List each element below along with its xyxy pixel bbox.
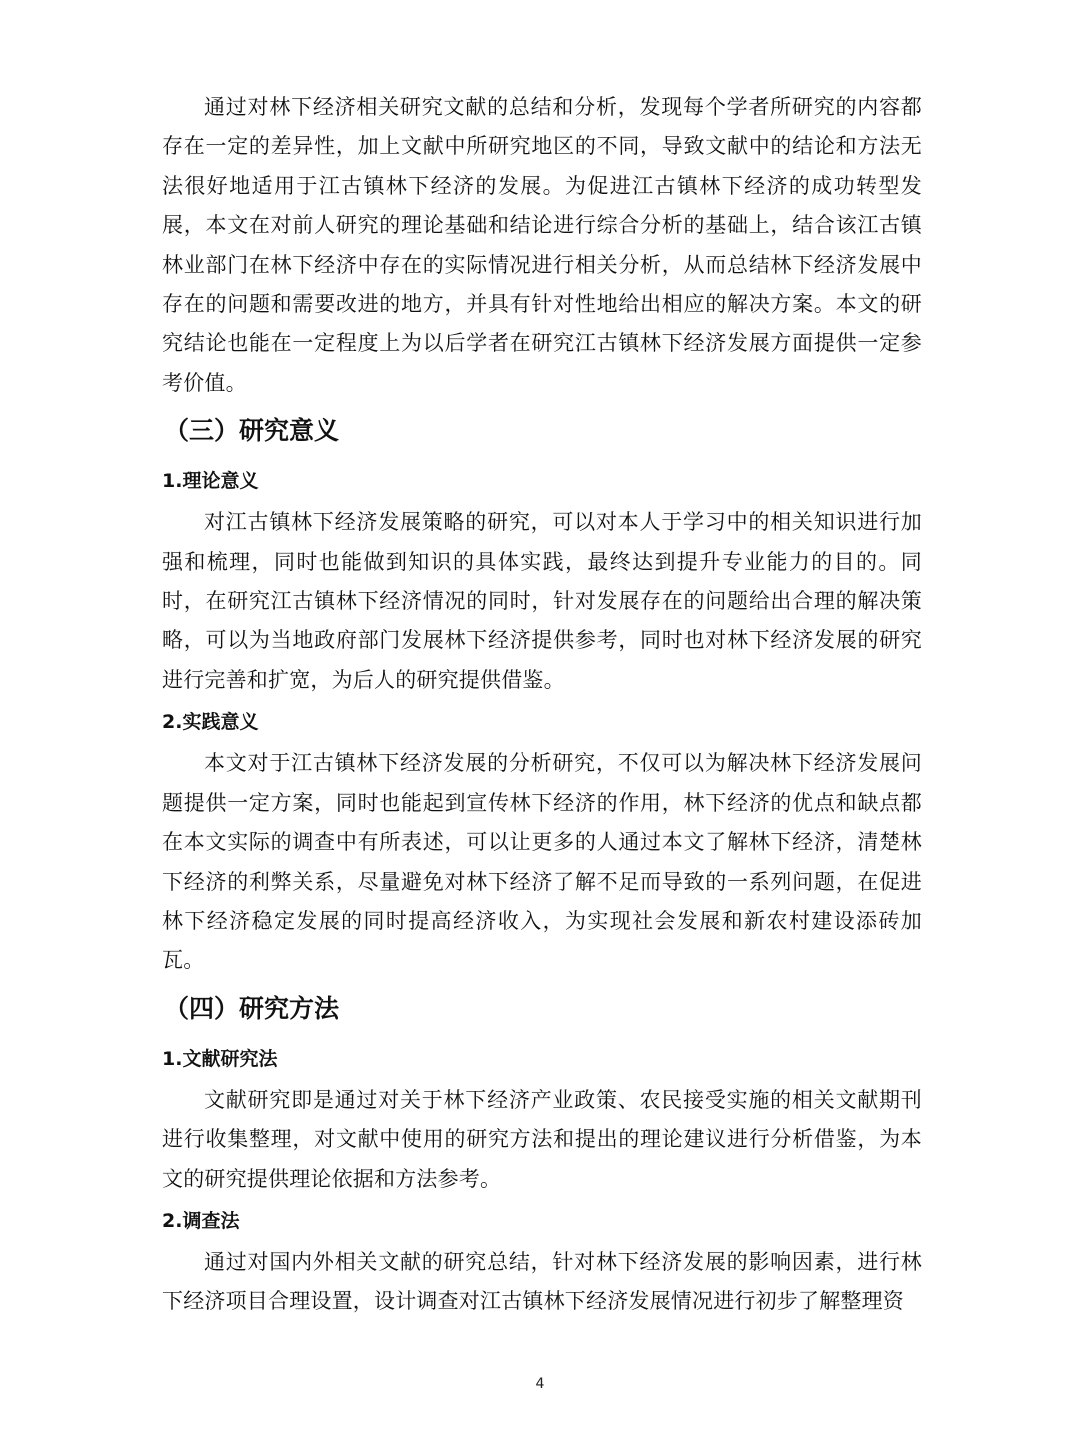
subheading-theoretical-significance: 1.理论意义 — [162, 470, 259, 493]
page-number: 4 — [535, 1376, 545, 1392]
paragraph-literature-method: 文献研究即是通过对关于林下经济产业政策、农民接受实施的相关文献期刊进行收集整理，对文献中使用的研究方法和提出的理论建议进行分析借鉴，为本文的研究提供理论依据和方法参考。 — [162, 1087, 922, 1191]
intro-paragraph: 通过对林下经济相关研究文献的总结和分析，发现每个学者所研究的内容都存在一定的差异性，加上文献中所研究地区的不同，导致文献中的结论和方法无法很好地适用于江古镇林下经济的发展。为促进江古镇林下经济的成功转型发展，本文在对前人研究的理论基础和结论进行综合分析的基础上，结合该江古镇林业部门在林下经济中存在的实际情况进行相关分析，从而总结林下经济发展中存在的问题和需要改进的地方，并具有针对性地给出相应的解决方案。本文的研究结论也能在一定程度上为以后学者在研究江古镇林下经济发展方面提供一定参考价值。 — [162, 95, 922, 395]
paragraph-theoretical-significance: 对江古镇林下经济发展策略的研究，可以对本人于学习中的相关知识进行加强和梳理，同时也能做到知识的具体实践，最终达到提升专业能力的目的。同时，在研究江古镇林下经济情况的同时，针对发展存在的问题给出合理的解决策略，可以为当地政府部门发展林下经济提供参考，同时也对林下经济发展的研究进行完善和扩宽，为后人的研究提供借鉴。 — [162, 510, 922, 692]
section-heading-research-significance: （三）研究意义 — [164, 416, 340, 446]
subheading-literature-method: 1.文献研究法 — [162, 1047, 278, 1070]
subheading-practical-significance: 2.实践意义 — [162, 711, 259, 734]
subheading-survey-method: 2.调查法 — [162, 1209, 240, 1232]
section-heading-research-methods: （四）研究方法 — [164, 993, 340, 1023]
paragraph-survey-method: 通过对国内外相关文献的研究总结，针对林下经济发展的影响因素，进行林下经济项目合理设置，设计调查对江古镇林下经济发展情况进行初步了解整理资 — [162, 1249, 922, 1314]
paragraph-practical-significance: 本文对于江古镇林下经济发展的分析研究，不仅可以为解决林下经济发展问题提供一定方案，同时也能起到宣传林下经济的作用，林下经济的优点和缺点都在本文实际的调查中有所表述，可以让更多的人通过本文了解林下经济，清楚林下经济的利弊关系，尽量避免对林下经济了解不足而导致的一系列问题，在促进林下经济稳定发展的同时提高经济收入，为实现社会发展和新农村建设添砖加瓦。 — [162, 751, 922, 973]
page-content — [162, 88, 922, 1322]
